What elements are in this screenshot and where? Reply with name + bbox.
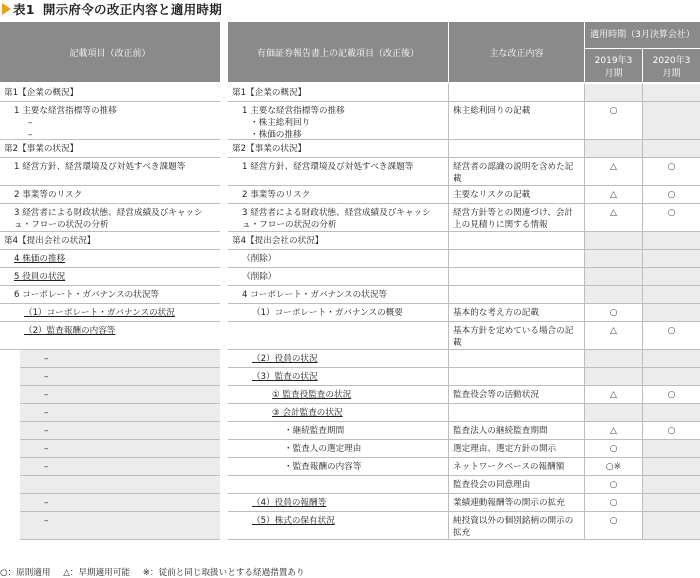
- legend-early: △：早期適用可能: [63, 568, 130, 578]
- item-cell: [228, 232, 448, 249]
- left-dash-row: [20, 422, 220, 440]
- mark-2019: ○: [609, 444, 618, 454]
- item-text: （4）役員の報酬等: [252, 498, 327, 508]
- content-cell: 主要なリスクの記載: [453, 190, 531, 200]
- header-period: 適用時期（3月決算会社）: [585, 22, 700, 48]
- mark-2019: [585, 286, 642, 303]
- left-item-text: 1 経営方針、経営環境及び対処すべき課題等: [14, 162, 186, 172]
- mark-2020: [643, 84, 700, 101]
- left-item-text: 1 主要な経営指標等の推移: [14, 106, 117, 116]
- item-cell: [228, 204, 448, 231]
- left-dash-row: [20, 386, 220, 404]
- left-dash: –: [44, 372, 49, 382]
- item-cell: [228, 404, 448, 421]
- table-row: [228, 476, 700, 494]
- content-cell: 業績連動報酬等の開示の拡充: [453, 498, 565, 508]
- item-cell: [228, 386, 448, 403]
- content-cell: 純投資以外の個別銘柄の開示の拡充: [453, 516, 574, 538]
- item-cell: [228, 186, 448, 203]
- left-row: [0, 268, 220, 286]
- header-2019: 2019年3月期: [585, 49, 642, 82]
- column-divider: [448, 84, 449, 540]
- table-row: [228, 140, 700, 158]
- left-row: [0, 84, 220, 102]
- left-item: [0, 268, 220, 285]
- left-dash-row: [20, 458, 220, 476]
- item-cell: [228, 512, 448, 539]
- mark-2019: [585, 232, 642, 249]
- legend: [0, 566, 315, 578]
- mark-2019: ○: [609, 480, 618, 490]
- content-cell: [449, 350, 584, 367]
- mark-2020: [643, 250, 700, 267]
- mark-2020: [643, 368, 700, 385]
- table-row: [228, 84, 700, 102]
- content-cell: [449, 84, 584, 101]
- content-cell: [449, 140, 584, 157]
- left-row: [0, 158, 220, 186]
- left-item: [0, 232, 220, 249]
- table-row: [228, 422, 700, 440]
- mark-2020: ○: [667, 162, 676, 172]
- left-row: [0, 102, 220, 140]
- left-item: [0, 204, 220, 231]
- left-item-text: 第4【提出会社の状況】: [4, 236, 96, 246]
- content-cell: [449, 250, 584, 267]
- mark-2020: [643, 440, 700, 457]
- mark-2020: [643, 476, 700, 493]
- left-dash: [40, 476, 48, 493]
- left-item: [0, 304, 220, 321]
- item-cell: [228, 322, 448, 349]
- mark-2019: △: [610, 326, 617, 336]
- item-cell: [228, 440, 448, 457]
- left-item-text: 第2【事業の状況】: [4, 144, 79, 154]
- mark-2020: [643, 286, 700, 303]
- left-item: [0, 286, 220, 303]
- table-row: [228, 102, 700, 140]
- content-cell: [449, 232, 584, 249]
- table-row: [228, 368, 700, 386]
- item-cell: [228, 350, 448, 367]
- left-dash: –: [44, 408, 49, 418]
- mark-2019: [585, 268, 642, 285]
- mark-2019: △: [610, 426, 617, 436]
- legend-transition: ※：従前と同じ取扱いとする経過措置あり: [142, 568, 305, 578]
- item-cell: [228, 268, 448, 285]
- item-cell: [228, 476, 448, 493]
- table-row: [228, 512, 700, 540]
- left-item-text: 6 コーポレート・ガバナンスの状況等: [14, 290, 160, 300]
- dash-mark: –: [28, 130, 33, 140]
- left-row: [0, 250, 220, 268]
- table-row: [228, 186, 700, 204]
- orange-triangle-icon: [2, 3, 11, 15]
- left-item-text: 3 経営者による財政状態、経営成績及びキャッシュ・フローの状況の分析: [14, 208, 203, 230]
- table-row: [228, 404, 700, 422]
- left-row: [0, 304, 220, 322]
- item-text: 第2【事業の状況】: [232, 144, 307, 154]
- table-title-text: 開示府令の改正内容と適用時期: [42, 2, 223, 17]
- left-row: [0, 204, 220, 232]
- content-cell: 基本方針を定めている場合の記載: [453, 326, 574, 348]
- item-text: 第4【提出会社の状況】: [232, 236, 324, 246]
- content-cell: [449, 368, 584, 385]
- item-text: （削除）: [242, 254, 277, 264]
- mark-2020: ○: [667, 390, 676, 400]
- table-row: [228, 304, 700, 322]
- left-item: [0, 322, 220, 349]
- table-title: [0, 0, 222, 18]
- table-row: [228, 350, 700, 368]
- item-cell: [228, 494, 448, 511]
- mark-2020: ○: [667, 326, 676, 336]
- item-text: ③ 会計監査の状況: [272, 408, 343, 418]
- left-item-text: 5 役員の状況: [14, 272, 66, 282]
- mark-2019: [585, 368, 642, 385]
- header-left: 記載項目（改正前）: [0, 22, 220, 82]
- left-dash-row: [20, 494, 220, 512]
- legend-original: ○：原則適用: [0, 568, 51, 578]
- item-text: 2 事業等のリスク: [242, 190, 311, 200]
- left-item-text: 2 事業等のリスク: [14, 190, 83, 200]
- item-text: （削除）: [242, 272, 277, 282]
- mark-2020: ○: [667, 426, 676, 436]
- table-row: [228, 494, 700, 512]
- content-cell: 株主総利回りの記載: [453, 106, 531, 116]
- item-text: ① 監査役監査の状況: [272, 390, 352, 400]
- header-2020: 2020年3月期: [643, 49, 700, 82]
- mark-2019: [585, 404, 642, 421]
- table-row: [228, 386, 700, 404]
- item-cell: [228, 458, 448, 475]
- header-middle: 有価証券報告書上の記載項目（改正後）: [228, 22, 448, 82]
- left-item: [0, 140, 220, 157]
- content-cell: [449, 286, 584, 303]
- left-item-text: 第1【企業の概況】: [4, 88, 79, 98]
- left-dash-row: [20, 476, 220, 494]
- mark-2020: [643, 494, 700, 511]
- table-row: [228, 458, 700, 476]
- item-cell: [228, 250, 448, 267]
- mark-2020: [643, 350, 700, 367]
- mark-2020: ○: [667, 190, 676, 200]
- left-row: [0, 322, 220, 350]
- item-cell: [228, 368, 448, 385]
- content-cell: 選定理由、選定方針の開示: [453, 444, 557, 454]
- mark-2019: △: [610, 390, 617, 400]
- table-row: [228, 286, 700, 304]
- item-text: （2）役員の状況: [252, 354, 318, 364]
- left-item-text: 4 株価の推移: [14, 254, 66, 264]
- left-dash: –: [44, 426, 49, 436]
- table-row: [228, 250, 700, 268]
- left-row: [0, 286, 220, 304]
- mark-2019: [585, 84, 642, 101]
- item-cell: [228, 84, 448, 101]
- mark-2020: [643, 102, 700, 139]
- left-item: [0, 84, 220, 101]
- column-divider: [584, 84, 585, 540]
- item-text: 第1【企業の概況】: [232, 88, 307, 98]
- item-cell: [228, 304, 448, 321]
- left-item-text: （1）コーポレート・ガバナンスの状況: [24, 308, 175, 318]
- item-text: （1）コーポレート・ガバナンスの概要: [252, 308, 403, 318]
- header-content: 主な改正内容: [449, 22, 584, 82]
- item-text: （5）株式の保有状況: [252, 516, 335, 526]
- item-cell: [228, 140, 448, 157]
- table-row: [228, 158, 700, 186]
- table-row: [228, 204, 700, 232]
- content-cell: [449, 268, 584, 285]
- left-dash: –: [44, 444, 49, 454]
- content-cell: 監査法人の継続監査期間: [453, 426, 548, 436]
- mark-2019: △: [610, 190, 617, 200]
- mark-2020: [643, 268, 700, 285]
- content-cell: 経営者の認識の説明を含めた記載: [453, 162, 574, 184]
- left-dash: –: [44, 462, 49, 472]
- table-row: [228, 232, 700, 250]
- item-cell: [228, 286, 448, 303]
- left-item: [0, 250, 220, 267]
- left-item: [0, 186, 220, 203]
- mark-2020: [643, 140, 700, 157]
- item-text: ・継続監査期間: [284, 426, 345, 436]
- mark-2020: [643, 512, 700, 539]
- mark-2019: [585, 350, 642, 367]
- item-cell: [228, 158, 448, 185]
- mark-2019: ○: [609, 308, 618, 318]
- item-text: 1 主要な経営指標等の推移: [242, 106, 345, 116]
- item-text: ・株価の推移: [250, 130, 302, 140]
- left-dash-row: [20, 512, 220, 540]
- mark-2019: ○: [609, 498, 618, 508]
- item-text: 1 経営方針、経営環境及び対処すべき課題等: [242, 162, 414, 172]
- item-cell: [228, 102, 448, 139]
- left-row: [0, 232, 220, 250]
- left-dash: –: [44, 354, 49, 364]
- content-cell: ネットワークベースの報酬額: [453, 462, 565, 472]
- left-dash-row: [20, 368, 220, 386]
- item-text: ・株主総利回り: [250, 118, 311, 128]
- mark-2020: ○: [667, 208, 676, 218]
- item-cell: [228, 422, 448, 439]
- left-dash: –: [44, 516, 49, 526]
- mark-2019: △: [610, 162, 617, 172]
- content-cell: 経営方針等との関連づけ、会計上の見積りに関する情報: [453, 208, 573, 230]
- table-label: 表1: [13, 2, 35, 17]
- item-text: ・監査人の選定理由: [284, 444, 362, 454]
- content-cell: 基本的な考え方の記載: [453, 308, 539, 318]
- mark-2019: [585, 140, 642, 157]
- column-divider: [642, 84, 643, 540]
- left-dash-row: [20, 404, 220, 422]
- content-cell: [449, 404, 584, 421]
- mark-2019: ○: [609, 516, 618, 526]
- left-item: [0, 102, 220, 139]
- mark-2020: [643, 232, 700, 249]
- mark-2019: △: [610, 208, 617, 218]
- left-row: [0, 140, 220, 158]
- left-dash: –: [44, 498, 49, 508]
- item-text: （3）監査の状況: [252, 372, 318, 382]
- mark-2020: [643, 304, 700, 321]
- item-text: 3 経営者による財政状態、経営成績及びキャッシュ・フローの状況の分析: [242, 208, 431, 230]
- table-row: [228, 322, 700, 350]
- mark-2019: ○※: [605, 462, 622, 472]
- mark-2020: [643, 458, 700, 475]
- left-dash-row: [20, 440, 220, 458]
- mark-2020: [643, 404, 700, 421]
- left-item: [0, 158, 220, 185]
- table-row: [228, 268, 700, 286]
- item-text: 4 コーポレート・ガバナンスの状況等: [242, 290, 388, 300]
- dash-mark: –: [28, 118, 33, 128]
- left-item-text: （2）監査報酬の内容等: [24, 326, 116, 336]
- content-cell: 監査役会の同意理由: [453, 480, 531, 490]
- content-cell: 監査役会等の活動状況: [453, 390, 539, 400]
- item-text: ・監査報酬の内容等: [284, 462, 362, 472]
- mark-2019: ○: [609, 106, 618, 116]
- left-row: [0, 186, 220, 204]
- reform-table: [0, 22, 700, 562]
- mark-2019: [585, 250, 642, 267]
- left-dash: –: [44, 390, 49, 400]
- left-dash-row: [20, 350, 220, 368]
- table-row: [228, 440, 700, 458]
